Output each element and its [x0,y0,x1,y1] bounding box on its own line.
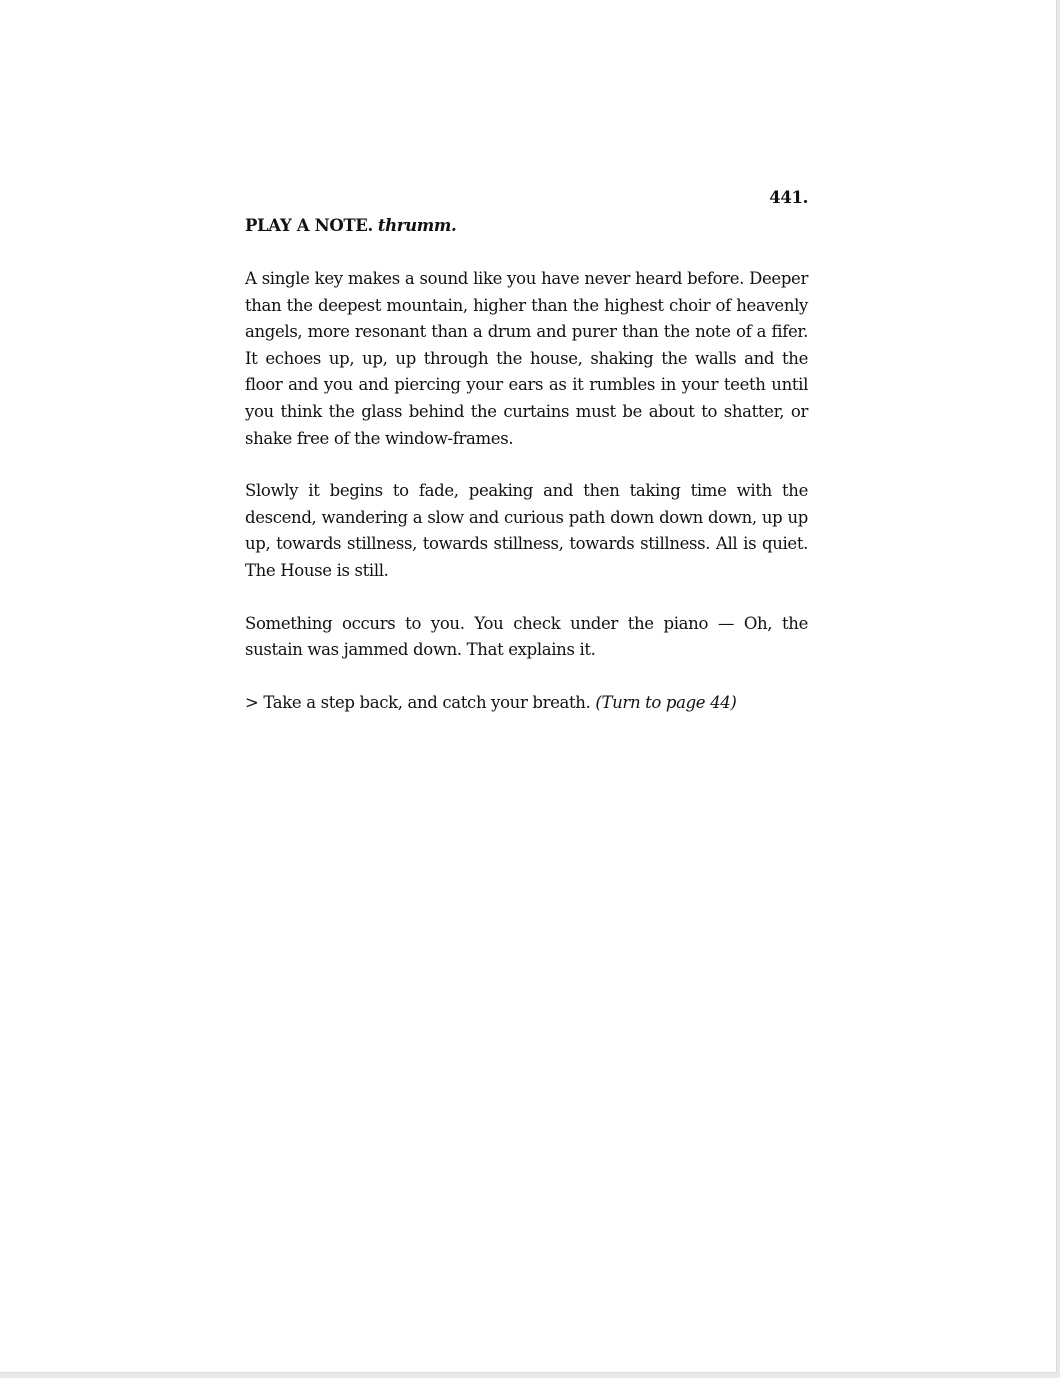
choice-target-page[interactable]: (Turn to page 44) [595,692,737,712]
paragraph-2: Slowly it begins to fade, peaking and then taking time with the descend, wandering a slow and curious path down down down, up up up, towards stillness, towards stillness, towards stillness. All is quiet. The House is still. [245,481,808,580]
heading-title: PLAY A NOTE. [245,216,373,235]
choice-option[interactable] [245,690,808,717]
paragraph-3: Something occurs to you. You check under the piano — Oh, the sustain was jammed down. That explains it. [245,613,808,660]
choice-text: > Take a step back, and catch your breath. [245,692,591,712]
paragraph-1: A single key makes a sound like you have never heard before. Deeper than the deepest mountain, higher than the highest choir of heavenly angels, more resonant than a drum and purer than the note of a fifer. It echoes up, up, up through the house, shaking the walls and the floor and you and piercing your ears as it rumbles in your teeth until you think the glass behind the curtains must be about to shatter, or shake free of the window-frames. [245,269,808,448]
page-number: 441. [769,188,808,207]
page-content [245,186,808,716]
section-heading [245,213,808,240]
heading-sound: thrumm. [377,216,457,235]
